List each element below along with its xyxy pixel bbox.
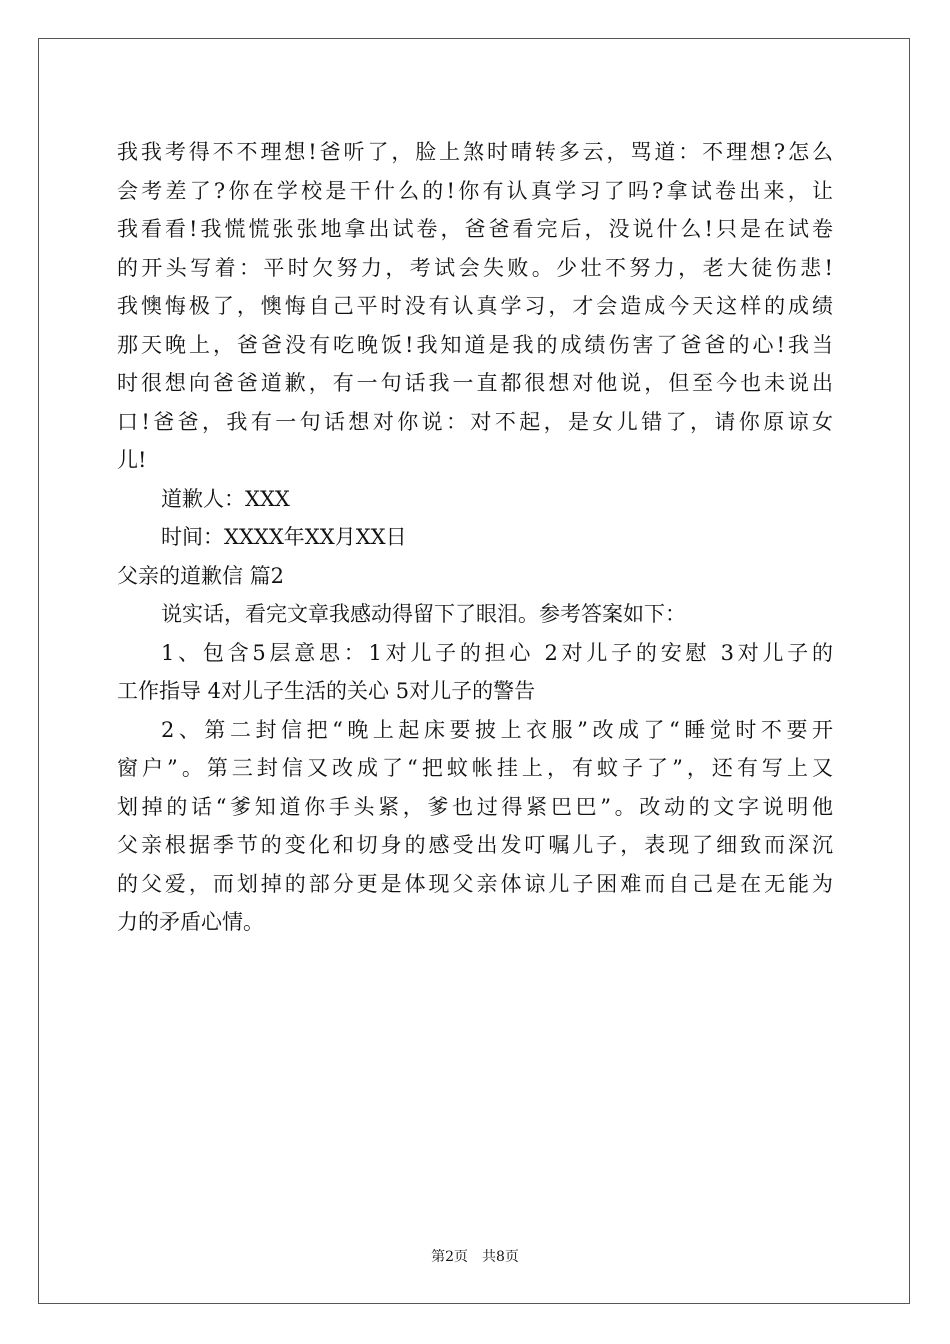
text-line: 时很想向爸爸道歉，有一句话我一直都很想对他说，但至今也未说出 <box>117 371 833 395</box>
text-line: 我看看!我慌慌张张地拿出试卷，爸爸看完后，没说什么!只是在试卷 <box>117 217 833 241</box>
section-heading: 父亲的道歉信 篇2 <box>117 563 285 588</box>
signature-line: 道歉人：XXX <box>161 486 290 511</box>
text-line: 的父爱，而划掉的部分更是体现父亲体谅儿子困难而自己是在无能为 <box>117 871 833 896</box>
text-line: 力的矛盾心情。 <box>117 910 264 934</box>
text-line: 儿! <box>117 448 147 472</box>
text-line: 父亲根据季节的变化和切身的感受出发叮嘱儿子，表现了细致而深沉 <box>117 833 833 857</box>
text-line: 的开头写着：平时欠努力，考试会失败。少壮不努力，老大徒伤悲! <box>117 255 833 280</box>
page-footer <box>0 1246 950 1266</box>
text-line: 口!爸爸，我有一句话想对你说：对不起，是女儿错了，请你原谅女 <box>117 409 833 434</box>
text-line: 划掉的话“爹知道你手头紧，爹也过得紧巴巴”。改动的文字说明他 <box>117 794 833 819</box>
text-line: 那天晚上，爸爸没有吃晚饭!我知道是我的成绩伤害了爸爸的心!我当 <box>117 332 833 357</box>
text-line: 窗户”。第三封信又改成了“把蚊帐挂上，有蚊子了”，还有写上又 <box>117 756 833 780</box>
text-line: 说实话，看完文章我感动得留下了眼泪。参考答案如下： <box>161 602 686 626</box>
page-number: 第2页 <box>431 1249 468 1265</box>
text-line: 工作指导 4对儿子生活的关心 5对儿子的警告 <box>117 679 536 703</box>
document-body <box>117 133 833 942</box>
text-line: 我我考得不不理想!爸听了，脸上煞时晴转多云，骂道：不理想?怎么 <box>117 140 833 164</box>
text-line: 1、包含5层意思：1对儿子的担心 2对儿子的安慰 3对儿子的 <box>161 640 833 665</box>
page-total: 共8页 <box>482 1249 519 1265</box>
text-line: 会考差了?你在学校是干什么的!你有认真学习了吗?拿试卷出来，让 <box>117 178 833 203</box>
text-line: 2、第二封信把“晚上起床要披上衣服”改成了“睡觉时不要开 <box>161 717 833 742</box>
text-line: 我懊悔极了，懊悔自己平时没有认真学习，才会造成今天这样的成绩 <box>117 294 833 318</box>
date-line: 时间：XXXX年XX月XX日 <box>161 525 407 549</box>
